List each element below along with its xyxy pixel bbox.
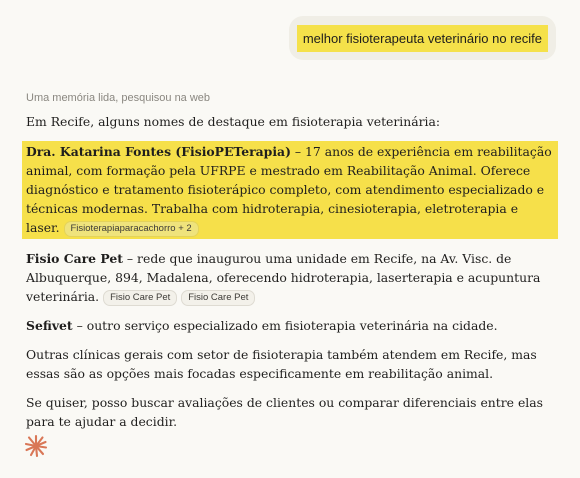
citation-chip[interactable]: Fisioterapiaparacachorro + 2 <box>64 221 199 237</box>
response-intro: Em Recife, alguns nomes de destaque em fisioterapia veterinária: <box>26 114 441 129</box>
item-sefivet <box>26 316 558 335</box>
tool-status-summary[interactable]: Uma memória lida, pesquisou na web <box>26 92 211 104</box>
item-fisio-care-pet <box>26 249 558 306</box>
citation-chip[interactable]: Fisio Care Pet <box>103 290 177 306</box>
claude-spark-icon <box>24 434 48 458</box>
user-message-bubble <box>289 16 556 60</box>
item-text-fisio-care-pet: – rede que inaugurou uma unidade em Recife, na Av. Visc. de Albuquerque, 894, Madalena, oferecendo hidroterapia, laserterapia e acupuntura veterinária. <box>26 251 541 304</box>
assistant-response <box>26 112 558 441</box>
user-message-text: melhor fisioterapeuta veterinário no recife <box>297 25 548 52</box>
response-paragraph-other-clinics: Outras clínicas gerais com setor de fisioterapia também atendem em Recife, mas essas são as opções mais focadas especificamente em reabilitação animal. <box>26 347 537 381</box>
highlighted-item-katarina <box>22 141 558 239</box>
citation-chip[interactable]: Fisio Care Pet <box>181 290 255 306</box>
response-paragraph-offer: Se quiser, posso buscar avaliações de clientes ou comparar diferenciais entre elas para te ajudar a decidir. <box>26 395 543 429</box>
item-name-sefivet: Sefivet <box>26 318 73 333</box>
item-name-fisio-care-pet: Fisio Care Pet <box>26 251 123 266</box>
item-name-katarina: Dra. Katarina Fontes (FisioPETerapia) <box>26 144 291 159</box>
item-text-sefivet: – outro serviço especializado em fisioterapia veterinária na cidade. <box>72 318 498 333</box>
item-text-katarina: – 17 anos de experiência em reabilitação animal, com formação pela UFRPE e mestrado em Reabilitação Animal. Oferece diagnóstico e tratamento fisioterápico completo, com atendimento especializado e técnicas modernas. Trabalha com hidroterapia, cinesioterapia, eletroterapia e laser. <box>26 144 552 235</box>
